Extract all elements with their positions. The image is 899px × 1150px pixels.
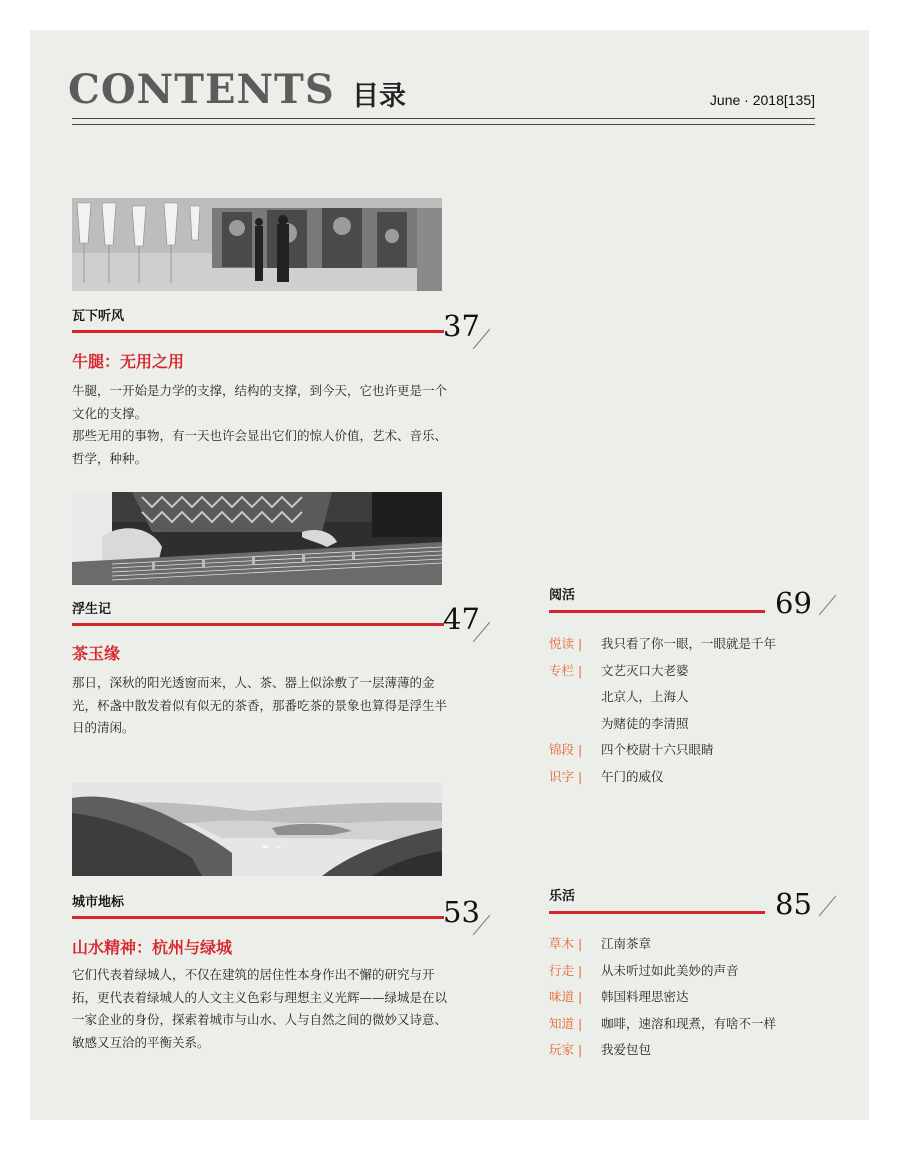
toc-title: 北京人，上海人 xyxy=(601,689,689,705)
contents-title-cn: 目录 xyxy=(352,81,406,112)
summary-paragraph: 那日，深秋的阳光透窗而来，人、茶、器上似涂敷了一层薄薄的金光，杯盏中散发着似有似无的茶香，那番吃茶的景象也算得是浮生半日的清闲。 xyxy=(72,675,448,735)
summary-paragraph: 牛腿，一开始是力学的支撑，结构的支撑，到今天，它也许更是一个文化的支撑。 xyxy=(72,383,448,421)
toc-title: 我只看了你一眼，一眼就是千年 xyxy=(601,636,777,652)
toc-title: 午门的威仪 xyxy=(601,768,664,784)
toc-category: 专栏 | xyxy=(549,662,583,678)
issue-label: June · 2018[135] xyxy=(709,92,815,108)
gallery-photo xyxy=(72,198,442,291)
guzheng-photo xyxy=(72,492,442,585)
toc-item[interactable] xyxy=(549,763,849,790)
toc-list xyxy=(549,630,849,789)
toc-category: 玩家 | xyxy=(549,1042,583,1058)
header-rule xyxy=(72,118,815,119)
toc-title: 江南茶章 xyxy=(601,936,652,952)
page-number[interactable]: 69 xyxy=(775,586,812,620)
toc-title: 韩国料理思密达 xyxy=(601,989,689,1005)
toc-title: 文艺灭口大老婆 xyxy=(601,662,689,678)
toc-item[interactable] xyxy=(549,1036,849,1063)
contents-page xyxy=(30,30,869,1120)
toc-item[interactable] xyxy=(549,930,849,957)
toc-title: 为赌徒的李清照 xyxy=(601,715,689,731)
section-rule xyxy=(72,916,444,919)
article-title[interactable]: 牛腿：无用之用 xyxy=(72,352,185,371)
toc-category: 悦读 | xyxy=(549,636,583,652)
summary-paragraph: 那些无用的事物，有一天也许会显出它们的惊人价值，艺术、音乐、哲学，种种。 xyxy=(72,428,448,466)
toc-category: 识字 | xyxy=(549,768,583,784)
contents-wordmark: CONTENTS xyxy=(68,66,335,113)
toc-title: 咖啡，速溶和现煮，有啥不一样 xyxy=(601,1015,777,1031)
toc-item[interactable] xyxy=(549,710,849,737)
page-slash xyxy=(819,595,836,616)
toc-title: 四个校尉十六只眼睛 xyxy=(601,742,714,758)
article-title[interactable]: 茶玉缘 xyxy=(72,644,121,663)
page-slash xyxy=(819,896,836,917)
toc-item[interactable] xyxy=(549,983,849,1010)
section-rule xyxy=(72,330,444,333)
page-number[interactable]: 53 xyxy=(443,895,480,929)
section-rule xyxy=(72,623,444,626)
section-rule xyxy=(549,610,765,613)
header-rule xyxy=(72,124,815,125)
landscape-photo xyxy=(72,783,442,876)
article-title[interactable]: 山水精神：杭州与绿城 xyxy=(72,938,233,957)
toc-category: 锦段 | xyxy=(549,742,583,758)
toc-title: 从未听过如此美妙的声音 xyxy=(601,962,739,978)
toc-item[interactable] xyxy=(549,1010,849,1037)
article-summary xyxy=(72,380,447,470)
section-label: 阅活 xyxy=(549,588,576,603)
section-label: 城市地标 xyxy=(72,895,125,910)
toc-item[interactable] xyxy=(549,957,849,984)
toc-category: 草木 | xyxy=(549,936,583,952)
section-label: 浮生记 xyxy=(72,602,112,617)
summary-paragraph: 它们代表着绿城人，不仅在建筑的居住性本身作出不懈的研究与开拓，更代表着绿城人的人文主义色彩与理想主义光辉——绿城是在以一家企业的身份，探索着城市与山水、人与自然之间的微妙又诗意、敏感又互洽的平衡关系。 xyxy=(72,967,448,1050)
toc-title: 我爱包包 xyxy=(601,1042,652,1058)
section-rule xyxy=(549,911,765,914)
toc-item[interactable] xyxy=(549,683,849,710)
toc-category: 知道 | xyxy=(549,1015,583,1031)
toc-list xyxy=(549,930,849,1063)
section-label: 瓦下听风 xyxy=(72,309,125,324)
article-summary xyxy=(72,964,450,1054)
page-number[interactable]: 85 xyxy=(775,887,812,921)
toc-item[interactable] xyxy=(549,630,849,657)
toc-item[interactable] xyxy=(549,657,849,684)
toc-category: 行走 | xyxy=(549,962,583,978)
toc-category: 味道 | xyxy=(549,989,583,1005)
section-label: 乐活 xyxy=(549,889,576,904)
page-number[interactable]: 47 xyxy=(443,602,480,636)
toc-item[interactable] xyxy=(549,736,849,763)
article-summary xyxy=(72,672,447,740)
page-number[interactable]: 37 xyxy=(443,309,480,343)
